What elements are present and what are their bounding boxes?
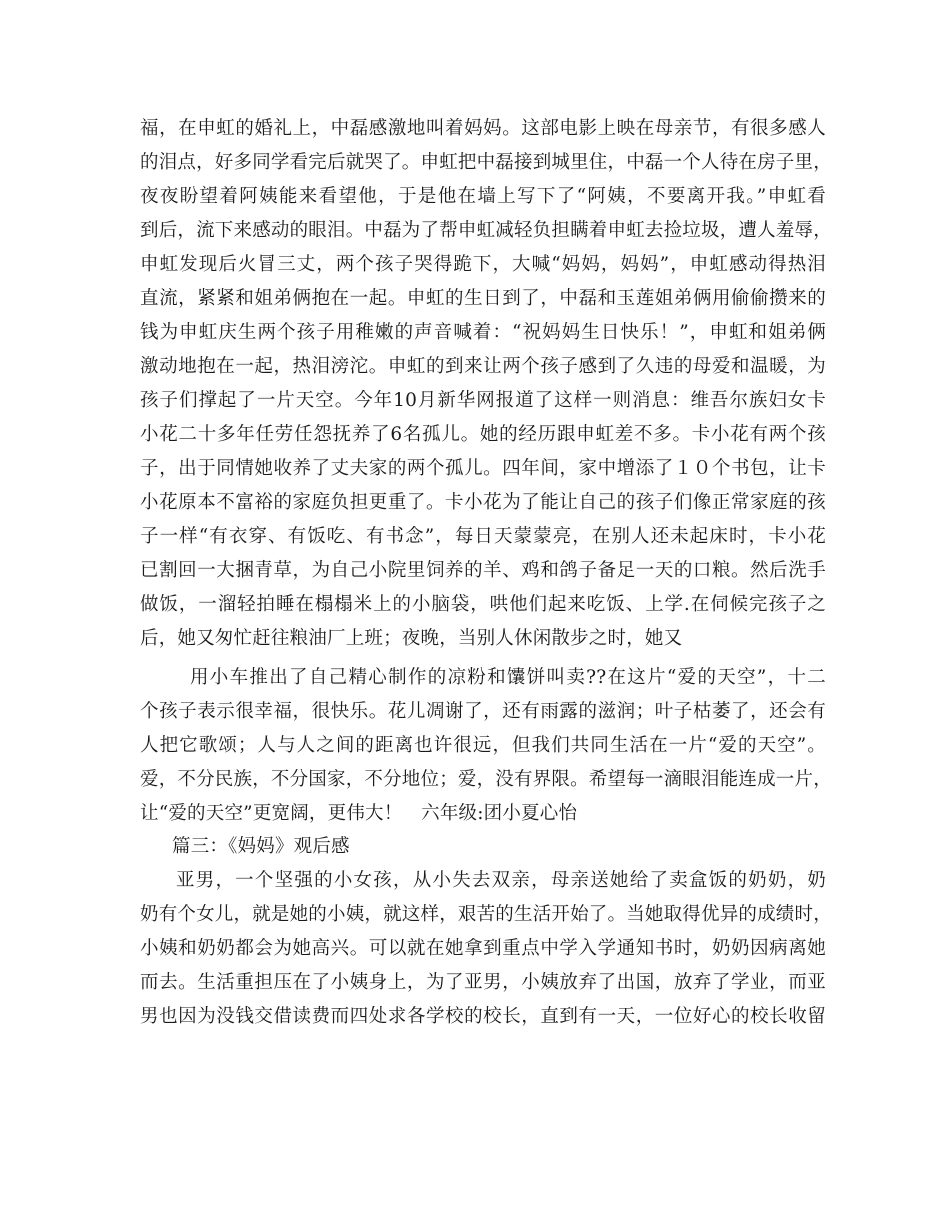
text-line: 小姨和奶奶都会为她高兴。可以就在她拿到重点中学入学通知书时，奶奶因病离她	[140, 938, 826, 959]
text-line: 直流，紧紧和姐弟俩抱在一起。申虹的生日到了，中磊和玉莲姐弟俩用偷偷攒来的	[140, 288, 826, 309]
text-line: 让“爱的天空”更宽阔，更伟大！ 六年级:团小夏心怡	[140, 803, 578, 824]
text-line: 个孩子表示很幸福，很快乐。花儿凋谢了，还有雨露的滋润；叶子枯萎了，还会有	[140, 701, 826, 722]
text-line: 而去。生活重担压在了小姨身上，为了亚男，小姨放弃了出国，放弃了学业，而亚	[140, 972, 826, 993]
text-line: 爱，不分民族，不分国家，不分地位；爱，没有界限。希望每一滴眼泪能连成一片，	[140, 769, 832, 790]
text-line: 奶有个女儿，就是她的小姨，就这样，艰苦的生活开始了。当她取得优异的成绩时，	[140, 904, 832, 925]
text-line: 夜夜盼望着阿姨能来看望他，于是他在墙上写下了“阿姨，不要离开我。”申虹看	[140, 186, 826, 207]
text-line: 男也因为没钱交借读费而四处求各学校的校长，直到有一天，一位好心的校长收留	[140, 1006, 826, 1027]
text-line: 后，她又匆忙赶往粮油厂上班；夜晚，当别人休闲散步之时，她又	[140, 628, 683, 649]
text-line: 子，出于同情她收养了丈夫家的两个孤儿。四年间，家中增添了１０个书包，让卡	[140, 458, 826, 479]
text-line: 钱为申虹庆生两个孩子用稚嫩的声音喊着：“祝妈妈生日快乐！”，申虹和姐弟俩	[140, 322, 826, 343]
text-line: 小花原本不富裕的家庭负担更重了。卡小花为了能让自己的孩子们像正常家庭的孩	[140, 492, 826, 513]
text-line: 已割回一大捆青草，为自己小院里饲养的羊、鸡和鸽子备足一天的口粮。然后洗手	[140, 560, 826, 581]
text-line: 申虹发现后火冒三丈，两个孩子哭得跪下，大喊“妈妈，妈妈”，申虹感动得热泪	[140, 254, 826, 275]
text-line: 孩子们撑起了一片天空。今年10月新华网报道了这样一则消息：维吾尔族妇女卡	[140, 390, 826, 411]
text-line: 做饭，一溜轻拍睡在榻榻米上的小脑袋，哄他们起来吃饭、上学.在伺候完孩子之	[140, 594, 826, 615]
text-line: 小花二十多年任劳任怨抚养了6名孤儿。她的经历跟申虹差不多。卡小花有两个孩	[140, 424, 826, 445]
text-line: 激动地抱在一起，热泪滂沱。申虹的到来让两个孩子感到了久违的母爱和温暖，为	[140, 356, 826, 377]
text-line: 用小车推出了自己精心制作的凉粉和馕饼叫卖??在这片“爱的天空”，十二	[190, 667, 826, 688]
text-line: 的泪点，好多同学看完后就哭了。申虹把中磊接到城里住，中磊一个人待在房子里，	[140, 152, 832, 173]
text-line: 子一样“有衣穿、有饭吃、有书念”，每日天蒙蒙亮，在别人还未起床时，卡小花	[140, 526, 826, 547]
text-line: 亚男，一个坚强的小女孩，从小失去双亲，母亲送她给了卖盒饭的奶奶，奶	[176, 870, 826, 891]
text-line: 人把它歌颂；人与人之间的距离也许很远，但我们共同生活在一片“爱的天空”。	[140, 735, 826, 756]
text-line: 到后，流下来感动的眼泪。中磊为了帮申虹减轻负担瞒着申虹去捡垃圾，遭人羞辱，	[140, 220, 832, 241]
section-heading: 篇三：《妈妈》观后感	[172, 836, 350, 857]
text-line: 福，在申虹的婚礼上，中磊感激地叫着妈妈。这部电影上映在母亲节，有很多感人	[140, 118, 826, 139]
